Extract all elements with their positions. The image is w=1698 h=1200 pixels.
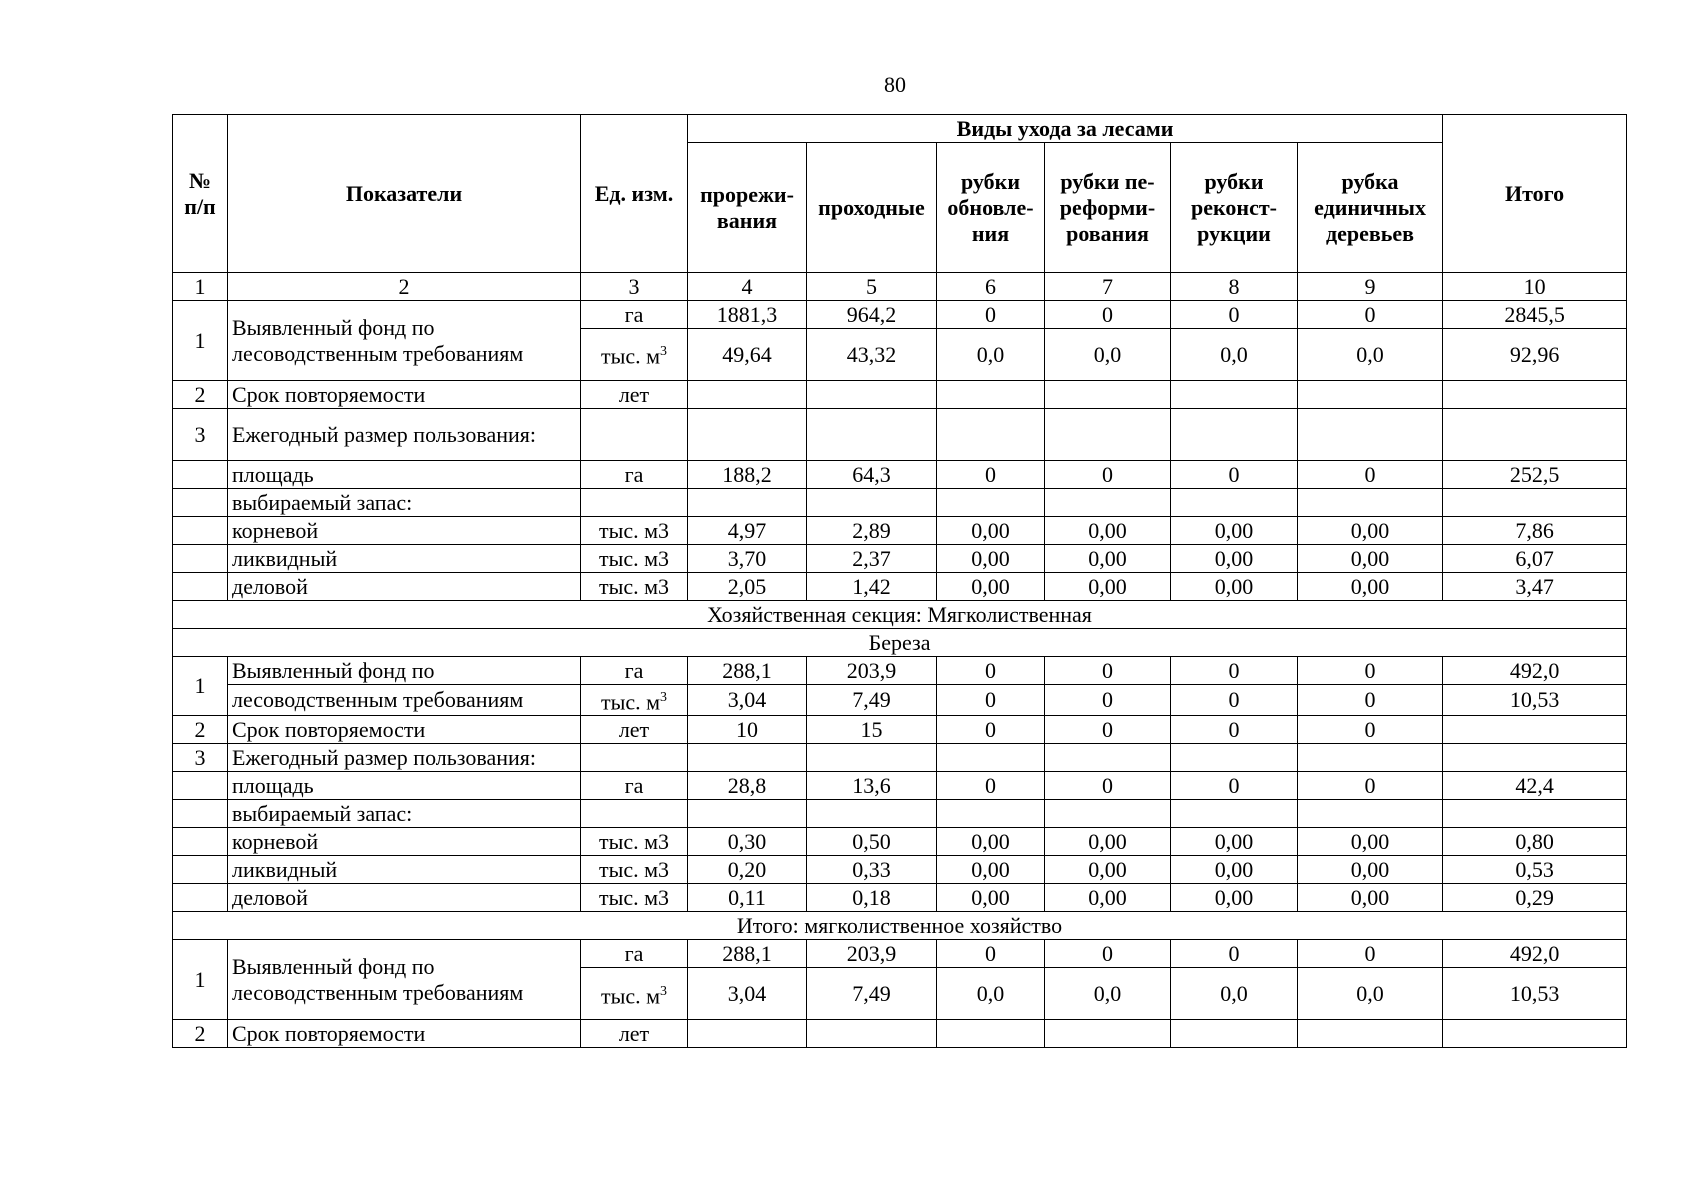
species-title: Береза <box>173 629 1627 657</box>
value-cell <box>1443 716 1627 744</box>
value-cell: 0,0 <box>1171 968 1298 1020</box>
table-row <box>173 461 1627 489</box>
header-type: проходные <box>807 143 937 273</box>
value-cell: 252,5 <box>1443 461 1627 489</box>
table-row <box>173 828 1627 856</box>
value-cell: 0 <box>1171 716 1298 744</box>
row-label: корневой <box>228 828 581 856</box>
value-cell: 3,47 <box>1443 573 1627 601</box>
value-cell: 0,80 <box>1443 828 1627 856</box>
value-cell: 0 <box>1298 940 1443 968</box>
row-label: выбираемый запас: <box>228 800 581 828</box>
value-cell: 0,00 <box>1171 856 1298 884</box>
section-row <box>173 912 1627 940</box>
table-row <box>173 884 1627 912</box>
value-cell: 0 <box>1045 461 1171 489</box>
value-cell: 7,86 <box>1443 517 1627 545</box>
total-title: Итого: мягколиственное хозяйство <box>173 912 1627 940</box>
section-row <box>173 629 1627 657</box>
value-cell: 10,53 <box>1443 685 1627 716</box>
value-cell: 10,53 <box>1443 968 1627 1020</box>
value-cell: 3,04 <box>688 685 807 716</box>
value-cell: 0,0 <box>1298 968 1443 1020</box>
value-cell: 0,00 <box>1298 884 1443 912</box>
table-row <box>173 573 1627 601</box>
value-cell: 2,05 <box>688 573 807 601</box>
row-label: Срок повторяемости <box>228 716 581 744</box>
value-cell: 0,00 <box>1171 545 1298 573</box>
value-cell: 0 <box>1045 657 1171 685</box>
value-cell: 0,33 <box>807 856 937 884</box>
value-cell: 49,64 <box>688 329 807 381</box>
value-cell: 288,1 <box>688 657 807 685</box>
unit-cell: лет <box>581 1020 688 1048</box>
unit-cell: тыс. м3 <box>581 545 688 573</box>
value-cell: 0 <box>937 301 1045 329</box>
value-cell: 2,37 <box>807 545 937 573</box>
value-cell: 0 <box>937 461 1045 489</box>
value-cell: 188,2 <box>688 461 807 489</box>
value-cell: 3,04 <box>688 968 807 1020</box>
value-cell: 0,30 <box>688 828 807 856</box>
unit-cell: лет <box>581 381 688 409</box>
row-number: 1 <box>173 657 228 716</box>
value-cell: 0 <box>1298 716 1443 744</box>
value-cell: 0 <box>1171 940 1298 968</box>
table-row <box>173 517 1627 545</box>
table-row <box>173 409 1627 461</box>
value-cell: 0 <box>1171 772 1298 800</box>
value-cell: 1881,3 <box>688 301 807 329</box>
value-cell: 7,49 <box>807 968 937 1020</box>
value-cell: 42,4 <box>1443 772 1627 800</box>
row-label: ликвидный <box>228 545 581 573</box>
header-indicators: Показатели <box>228 115 581 273</box>
table-row <box>173 800 1627 828</box>
value-cell: 0,0 <box>1171 329 1298 381</box>
row-label: корневой <box>228 517 581 545</box>
unit-cell: тыс. м3 <box>581 573 688 601</box>
table-row <box>173 856 1627 884</box>
value-cell: 288,1 <box>688 940 807 968</box>
value-cell: 0,11 <box>688 884 807 912</box>
value-cell: 0,50 <box>807 828 937 856</box>
value-cell: 964,2 <box>807 301 937 329</box>
row-number: 1 <box>173 301 228 381</box>
value-cell: 7,49 <box>807 685 937 716</box>
value-cell: 0 <box>1045 940 1171 968</box>
value-cell: 0,0 <box>937 329 1045 381</box>
table-row <box>173 716 1627 744</box>
value-cell: 0,20 <box>688 856 807 884</box>
table-row <box>173 940 1627 968</box>
col-number: 8 <box>1171 273 1298 301</box>
value-cell: 0 <box>937 657 1045 685</box>
table-row <box>173 657 1627 685</box>
row-label: Срок повторяемости <box>228 1020 581 1048</box>
value-cell: 203,9 <box>807 940 937 968</box>
value-cell: 28,8 <box>688 772 807 800</box>
row-number: 1 <box>173 940 228 1020</box>
col-number: 3 <box>581 273 688 301</box>
value-cell: 0,29 <box>1443 884 1627 912</box>
value-cell: 0,00 <box>937 573 1045 601</box>
row-number: 3 <box>173 409 228 461</box>
unit-cell: тыс. м3 <box>581 884 688 912</box>
value-cell: 10 <box>688 716 807 744</box>
value-cell: 0 <box>1045 685 1171 716</box>
value-cell: 3,70 <box>688 545 807 573</box>
header-total: Итого <box>1443 115 1627 273</box>
value-cell: 0,00 <box>937 856 1045 884</box>
value-cell: 0 <box>1298 657 1443 685</box>
value-cell: 0 <box>1045 716 1171 744</box>
value-cell: 0,00 <box>1045 517 1171 545</box>
header-type: рубки пе-реформи-рования <box>1045 143 1171 273</box>
value-cell: 92,96 <box>1443 329 1627 381</box>
unit-cell: тыс. м3 <box>581 517 688 545</box>
col-number: 9 <box>1298 273 1443 301</box>
row-label: Выявленный фонд по лесоводственным требованиям <box>228 301 581 381</box>
row-label: ликвидный <box>228 856 581 884</box>
value-cell: 0,00 <box>1171 884 1298 912</box>
value-cell: 0 <box>1045 301 1171 329</box>
header-group: Виды ухода за лесами <box>688 115 1443 143</box>
unit-cell: тыс. $м^3$ <box>581 685 688 716</box>
value-cell: 0,18 <box>807 884 937 912</box>
header-num: № п/п <box>173 115 228 273</box>
row-number: 2 <box>173 716 228 744</box>
col-number: 5 <box>807 273 937 301</box>
value-cell: 0,00 <box>1171 828 1298 856</box>
unit-cell: га <box>581 940 688 968</box>
row-label: деловой <box>228 573 581 601</box>
value-cell: 4,97 <box>688 517 807 545</box>
value-cell: 2845,5 <box>1443 301 1627 329</box>
row-label: Выявленный фонд по <box>228 657 581 685</box>
value-cell: 43,32 <box>807 329 937 381</box>
value-cell: 492,0 <box>1443 940 1627 968</box>
row-number: 3 <box>173 744 228 772</box>
value-cell: 0 <box>937 772 1045 800</box>
table-row <box>173 685 1627 716</box>
value-cell: 0,0 <box>1045 968 1171 1020</box>
value-cell: 6,07 <box>1443 545 1627 573</box>
value-cell: 0 <box>1171 657 1298 685</box>
value-cell: 0 <box>1298 301 1443 329</box>
header-type: рубки реконст-рукции <box>1171 143 1298 273</box>
value-cell: 0,00 <box>1298 856 1443 884</box>
row-label: деловой <box>228 884 581 912</box>
value-cell: 0 <box>1298 772 1443 800</box>
value-cell: 0,00 <box>1298 545 1443 573</box>
page-number: 80 <box>884 72 906 97</box>
value-cell: 0 <box>937 685 1045 716</box>
col-number: 1 <box>173 273 228 301</box>
header-type: рубка единичных деревьев <box>1298 143 1443 273</box>
header-type: рубки обновле-ния <box>937 143 1045 273</box>
value-cell: 0,00 <box>937 884 1045 912</box>
unit-cell: га <box>581 461 688 489</box>
value-cell: 0,00 <box>1298 517 1443 545</box>
value-cell: 0 <box>1298 685 1443 716</box>
value-cell: 0,00 <box>937 828 1045 856</box>
value-cell: 13,6 <box>807 772 937 800</box>
value-cell: 64,3 <box>807 461 937 489</box>
value-cell: 0,00 <box>1171 517 1298 545</box>
row-label: Выявленный фонд по лесоводственным требованиям <box>228 940 581 1020</box>
unit-cell: га <box>581 301 688 329</box>
value-cell: 203,9 <box>807 657 937 685</box>
table-row <box>173 545 1627 573</box>
value-cell: 0 <box>1171 461 1298 489</box>
row-label: выбираемый запас: <box>228 489 581 517</box>
row-label: площадь <box>228 461 581 489</box>
value-cell: 15 <box>807 716 937 744</box>
value-cell: 0,00 <box>1298 828 1443 856</box>
value-cell: 0,0 <box>1298 329 1443 381</box>
table-row <box>173 489 1627 517</box>
value-cell: 0 <box>1298 461 1443 489</box>
row-label: Ежегодный размер пользования: <box>228 409 581 461</box>
row-label: площадь <box>228 772 581 800</box>
value-cell: 2,89 <box>807 517 937 545</box>
column-numbers-row <box>173 273 1627 301</box>
table-row <box>173 744 1627 772</box>
col-number: 6 <box>937 273 1045 301</box>
value-cell: 0 <box>937 716 1045 744</box>
value-cell: 0,0 <box>937 968 1045 1020</box>
unit-cell: га <box>581 772 688 800</box>
unit-cell: лет <box>581 716 688 744</box>
table-row <box>173 381 1627 409</box>
value-cell: 0,00 <box>1045 884 1171 912</box>
value-cell: 1,42 <box>807 573 937 601</box>
table-row <box>173 1020 1627 1048</box>
value-cell: 0,53 <box>1443 856 1627 884</box>
value-cell: 0 <box>1171 685 1298 716</box>
table-row <box>173 772 1627 800</box>
value-cell: 0,00 <box>1045 573 1171 601</box>
value-cell: 0 <box>1045 772 1171 800</box>
value-cell: 0,00 <box>1045 545 1171 573</box>
table-row <box>173 301 1627 329</box>
forest-care-table <box>172 114 1627 1048</box>
row-number: 2 <box>173 1020 228 1048</box>
unit-cell: тыс. $м^3$ <box>581 968 688 1020</box>
value-cell: 0,00 <box>1045 856 1171 884</box>
section-title: Хозяйственная секция: Мягколиственная <box>173 601 1627 629</box>
value-cell: 0,00 <box>1045 828 1171 856</box>
value-cell: 492,0 <box>1443 657 1627 685</box>
col-number: 2 <box>228 273 581 301</box>
value-cell: 0,00 <box>1298 573 1443 601</box>
value-cell: 0 <box>1171 301 1298 329</box>
unit-cell: тыс. $м^3$ <box>581 329 688 381</box>
col-number: 4 <box>688 273 807 301</box>
header-type: прорежи-вания <box>688 143 807 273</box>
col-number: 7 <box>1045 273 1171 301</box>
section-row <box>173 601 1627 629</box>
value-cell: 0,00 <box>937 545 1045 573</box>
unit-cell: тыс. м3 <box>581 856 688 884</box>
value-cell: 0 <box>937 940 1045 968</box>
unit-cell: тыс. м3 <box>581 828 688 856</box>
header-unit: Ед. изм. <box>581 115 688 273</box>
row-label: лесоводственным требованиям <box>228 685 581 716</box>
row-number: 2 <box>173 381 228 409</box>
unit-cell: га <box>581 657 688 685</box>
row-label: Срок повторяемости <box>228 381 581 409</box>
value-cell: 0,0 <box>1045 329 1171 381</box>
row-label: Ежегодный размер пользования: <box>228 744 581 772</box>
col-number: 10 <box>1443 273 1627 301</box>
value-cell: 0,00 <box>937 517 1045 545</box>
value-cell: 0,00 <box>1171 573 1298 601</box>
